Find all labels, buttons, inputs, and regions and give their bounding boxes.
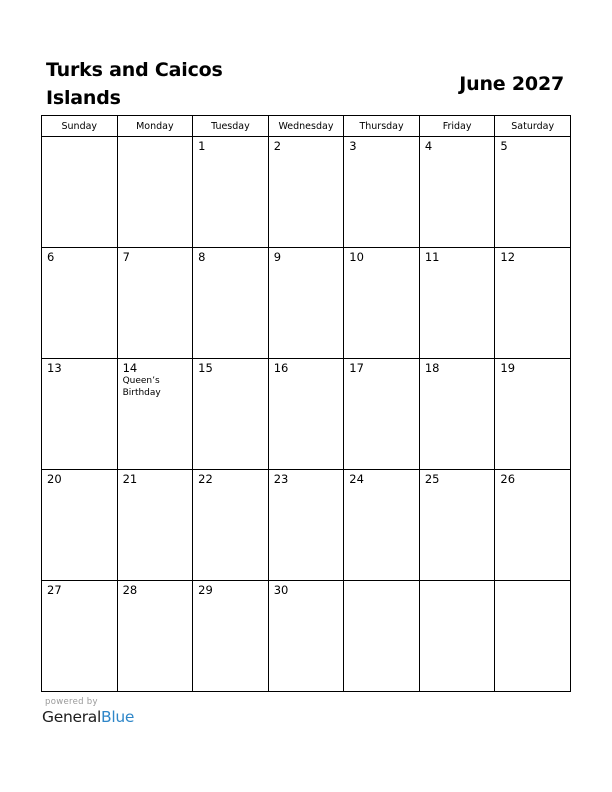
week-row [42, 581, 571, 692]
day-number: 7 [122, 250, 130, 264]
day-number [495, 581, 570, 583]
day-cell [495, 137, 571, 248]
day-cell [419, 248, 495, 359]
day-number: 25 [424, 472, 440, 486]
calendar-grid [41, 115, 571, 692]
day-cell [193, 470, 269, 581]
day-cell [344, 137, 420, 248]
weekday-header: Saturday [495, 116, 571, 137]
country-title: Turks and Caicos Islands [46, 59, 223, 109]
day-number: 14 [122, 361, 138, 375]
day-number: 12 [500, 250, 516, 264]
day-cell [117, 470, 193, 581]
day-number: 2 [273, 139, 282, 153]
day-cell [268, 359, 344, 470]
brand-general-text: General [42, 708, 101, 726]
day-cell [42, 248, 118, 359]
day-number: 30 [273, 583, 289, 597]
day-number: 13 [47, 361, 62, 375]
weekday-header: Tuesday [193, 116, 269, 137]
day-cell [193, 359, 269, 470]
day-cell [495, 359, 571, 470]
day-cell [42, 137, 118, 248]
day-number: 16 [273, 361, 289, 375]
brand-blue-text: Blue [100, 708, 135, 726]
day-number: 22 [198, 472, 213, 486]
day-cell [117, 359, 193, 470]
day-cell [419, 470, 495, 581]
day-cell [117, 137, 193, 248]
day-cell [419, 137, 495, 248]
week-row [42, 248, 571, 359]
weekday-header: Sunday [42, 116, 118, 137]
day-cell [193, 248, 269, 359]
day-number: 27 [47, 583, 62, 597]
day-cell [344, 359, 420, 470]
day-number: 4 [424, 139, 433, 153]
day-number: 3 [349, 139, 357, 153]
day-cell [419, 359, 495, 470]
day-number: 23 [273, 472, 289, 486]
day-number: 19 [500, 361, 516, 375]
day-number: 9 [273, 250, 282, 264]
day-cell [42, 581, 118, 692]
day-number: 10 [349, 250, 364, 264]
holiday-label: Queen’s Birthday [122, 376, 161, 398]
weekday-header: Monday [117, 116, 193, 137]
day-number: 5 [500, 139, 508, 153]
day-number: 8 [198, 250, 206, 264]
day-cell [268, 248, 344, 359]
day-cell [268, 137, 344, 248]
day-number: 21 [122, 472, 138, 486]
day-cell [268, 581, 344, 692]
day-cell [268, 470, 344, 581]
generalblue-logo[interactable] [42, 708, 134, 726]
day-cell [495, 248, 571, 359]
day-cell [42, 470, 118, 581]
day-cell [117, 248, 193, 359]
day-cell [117, 581, 193, 692]
day-number: 29 [198, 583, 213, 597]
day-number [420, 581, 495, 583]
day-number: 26 [500, 472, 516, 486]
month-year-title: June 2027 [459, 73, 564, 95]
day-cell [344, 248, 420, 359]
powered-by-text: powered by [45, 697, 98, 707]
day-number: 18 [424, 361, 440, 375]
day-number [42, 137, 117, 139]
day-cell [193, 581, 269, 692]
day-number: 20 [47, 472, 62, 486]
weekday-header: Wednesday [268, 116, 344, 137]
day-cell [419, 581, 495, 692]
day-cell [344, 581, 420, 692]
day-cell [495, 581, 571, 692]
weekday-header-row [42, 116, 571, 137]
day-cell [495, 470, 571, 581]
day-number: 1 [198, 139, 206, 153]
day-cell [42, 359, 118, 470]
weekday-header: Thursday [344, 116, 420, 137]
day-number: 6 [47, 250, 55, 264]
day-number: 11 [424, 250, 440, 264]
weekday-header: Friday [419, 116, 495, 137]
day-number [118, 137, 193, 139]
day-number: 17 [349, 361, 364, 375]
week-row [42, 137, 571, 248]
week-row [42, 470, 571, 581]
day-cell [344, 470, 420, 581]
day-number: 24 [349, 472, 364, 486]
day-number: 15 [198, 361, 213, 375]
day-number [344, 581, 419, 583]
week-row [42, 359, 571, 470]
day-number: 28 [122, 583, 138, 597]
day-cell [193, 137, 269, 248]
